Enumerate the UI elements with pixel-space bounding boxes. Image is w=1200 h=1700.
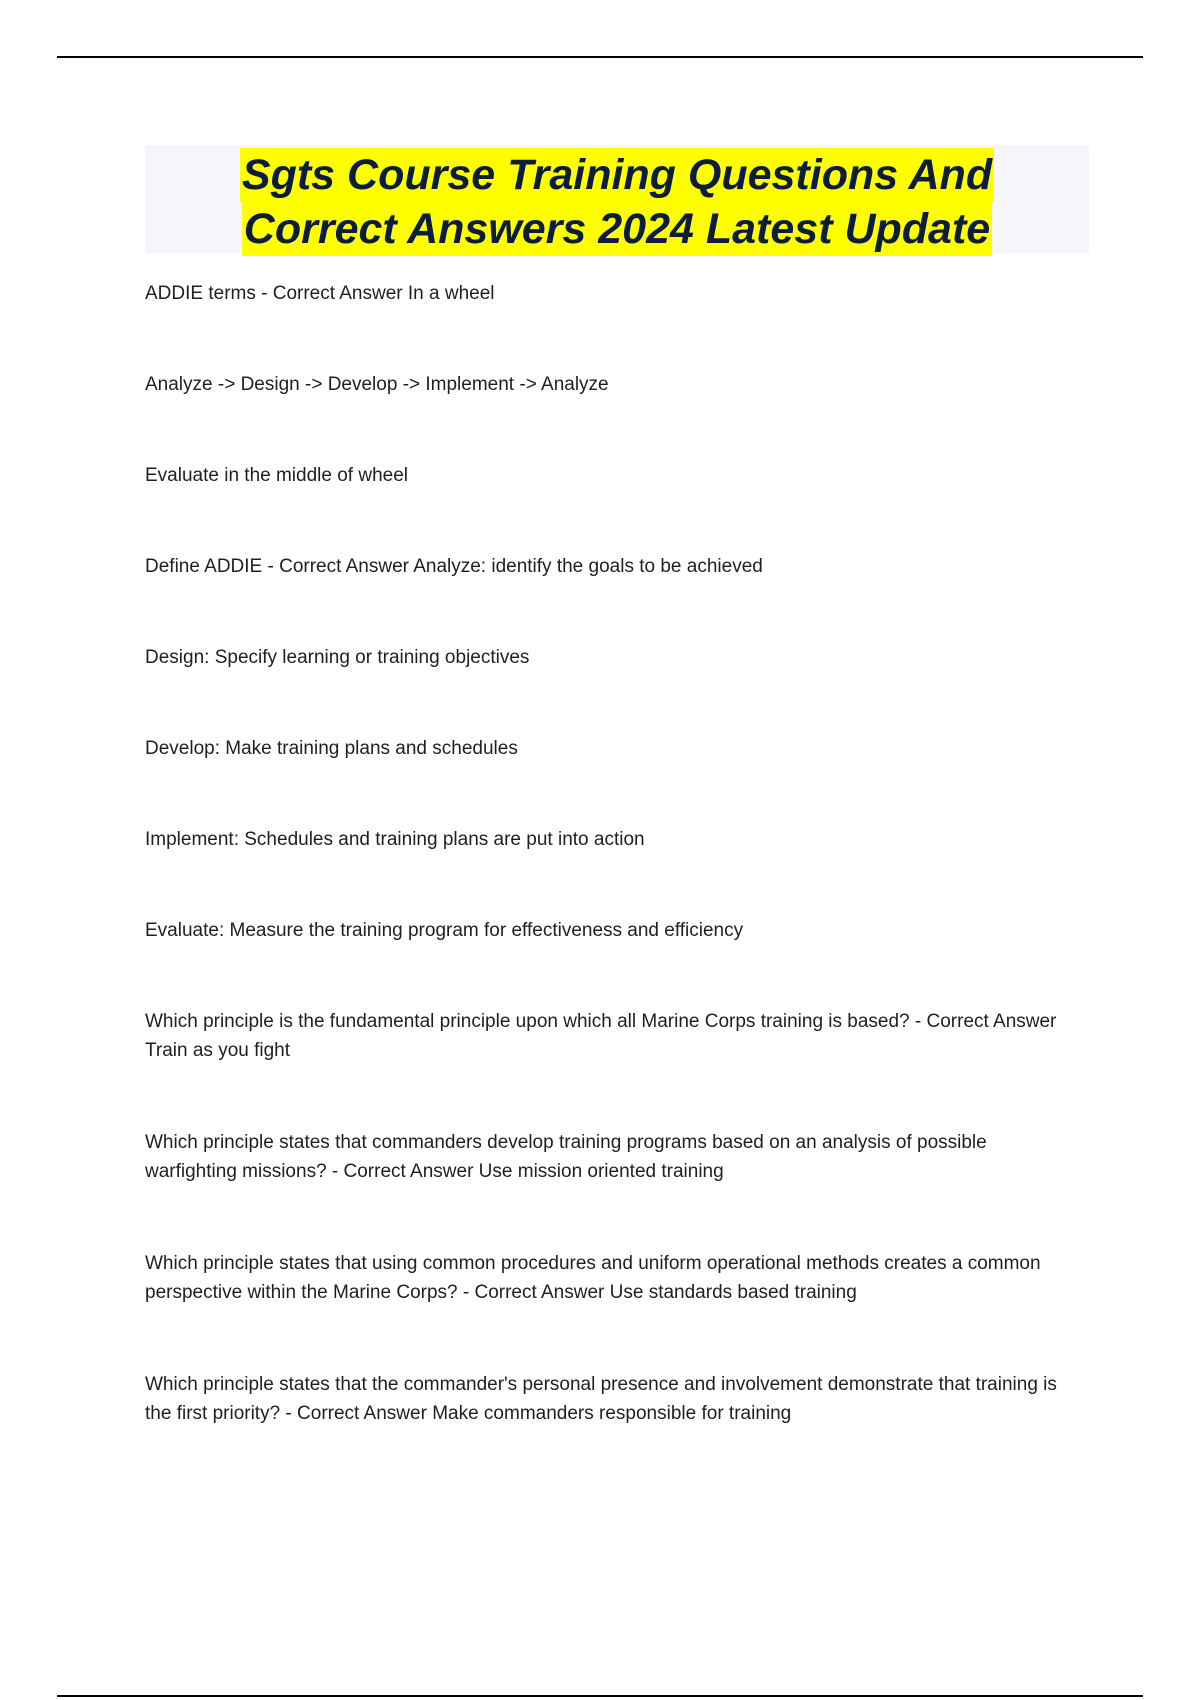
bottom-rule xyxy=(57,1695,1143,1697)
entry-commanders-responsible: Which principle states that the commander's personal presence and involvement demonstrate that training is the first priority? - Correct Answer Make commanders responsible for training xyxy=(145,1374,1057,1424)
entry-define-addie: Define ADDIE - Correct Answer Analyze: identify the goals to be achieved xyxy=(145,556,763,577)
entry-evaluate: Evaluate: Measure the training program for effectiveness and efficiency xyxy=(145,920,744,941)
entry-implement: Implement: Schedules and training plans are put into action xyxy=(145,829,645,850)
entry-train-as-you-fight: Which principle is the fundamental principle upon which all Marine Corps training is based? - Correct Answer Train as you fight xyxy=(145,1011,1057,1061)
entry-mission-oriented: Which principle states that commanders develop training programs based on an analysis of possible warfighting missions? - Correct Answer Use mission oriented training xyxy=(145,1132,987,1182)
entry-evaluate-middle: Evaluate in the middle of wheel xyxy=(145,465,408,486)
title-line-2: Correct Answers 2024 Latest Update xyxy=(242,202,992,256)
title-band xyxy=(145,145,1089,253)
document-title xyxy=(240,148,994,256)
entry-addie-terms: ADDIE terms - Correct Answer In a wheel xyxy=(145,283,495,304)
entry-standards-based: Which principle states that using common procedures and uniform operational methods creates a common perspective within the Marine Corps? - Correct Answer Use standards based training xyxy=(145,1253,1041,1303)
entry-design: Design: Specify learning or training objectives xyxy=(145,647,530,668)
entry-addie-sequence: Analyze -> Design -> Develop -> Implement -> Analyze xyxy=(145,374,609,395)
title-line-1: Sgts Course Training Questions And xyxy=(240,148,994,202)
entry-develop: Develop: Make training plans and schedules xyxy=(145,738,518,759)
top-rule xyxy=(57,56,1143,58)
